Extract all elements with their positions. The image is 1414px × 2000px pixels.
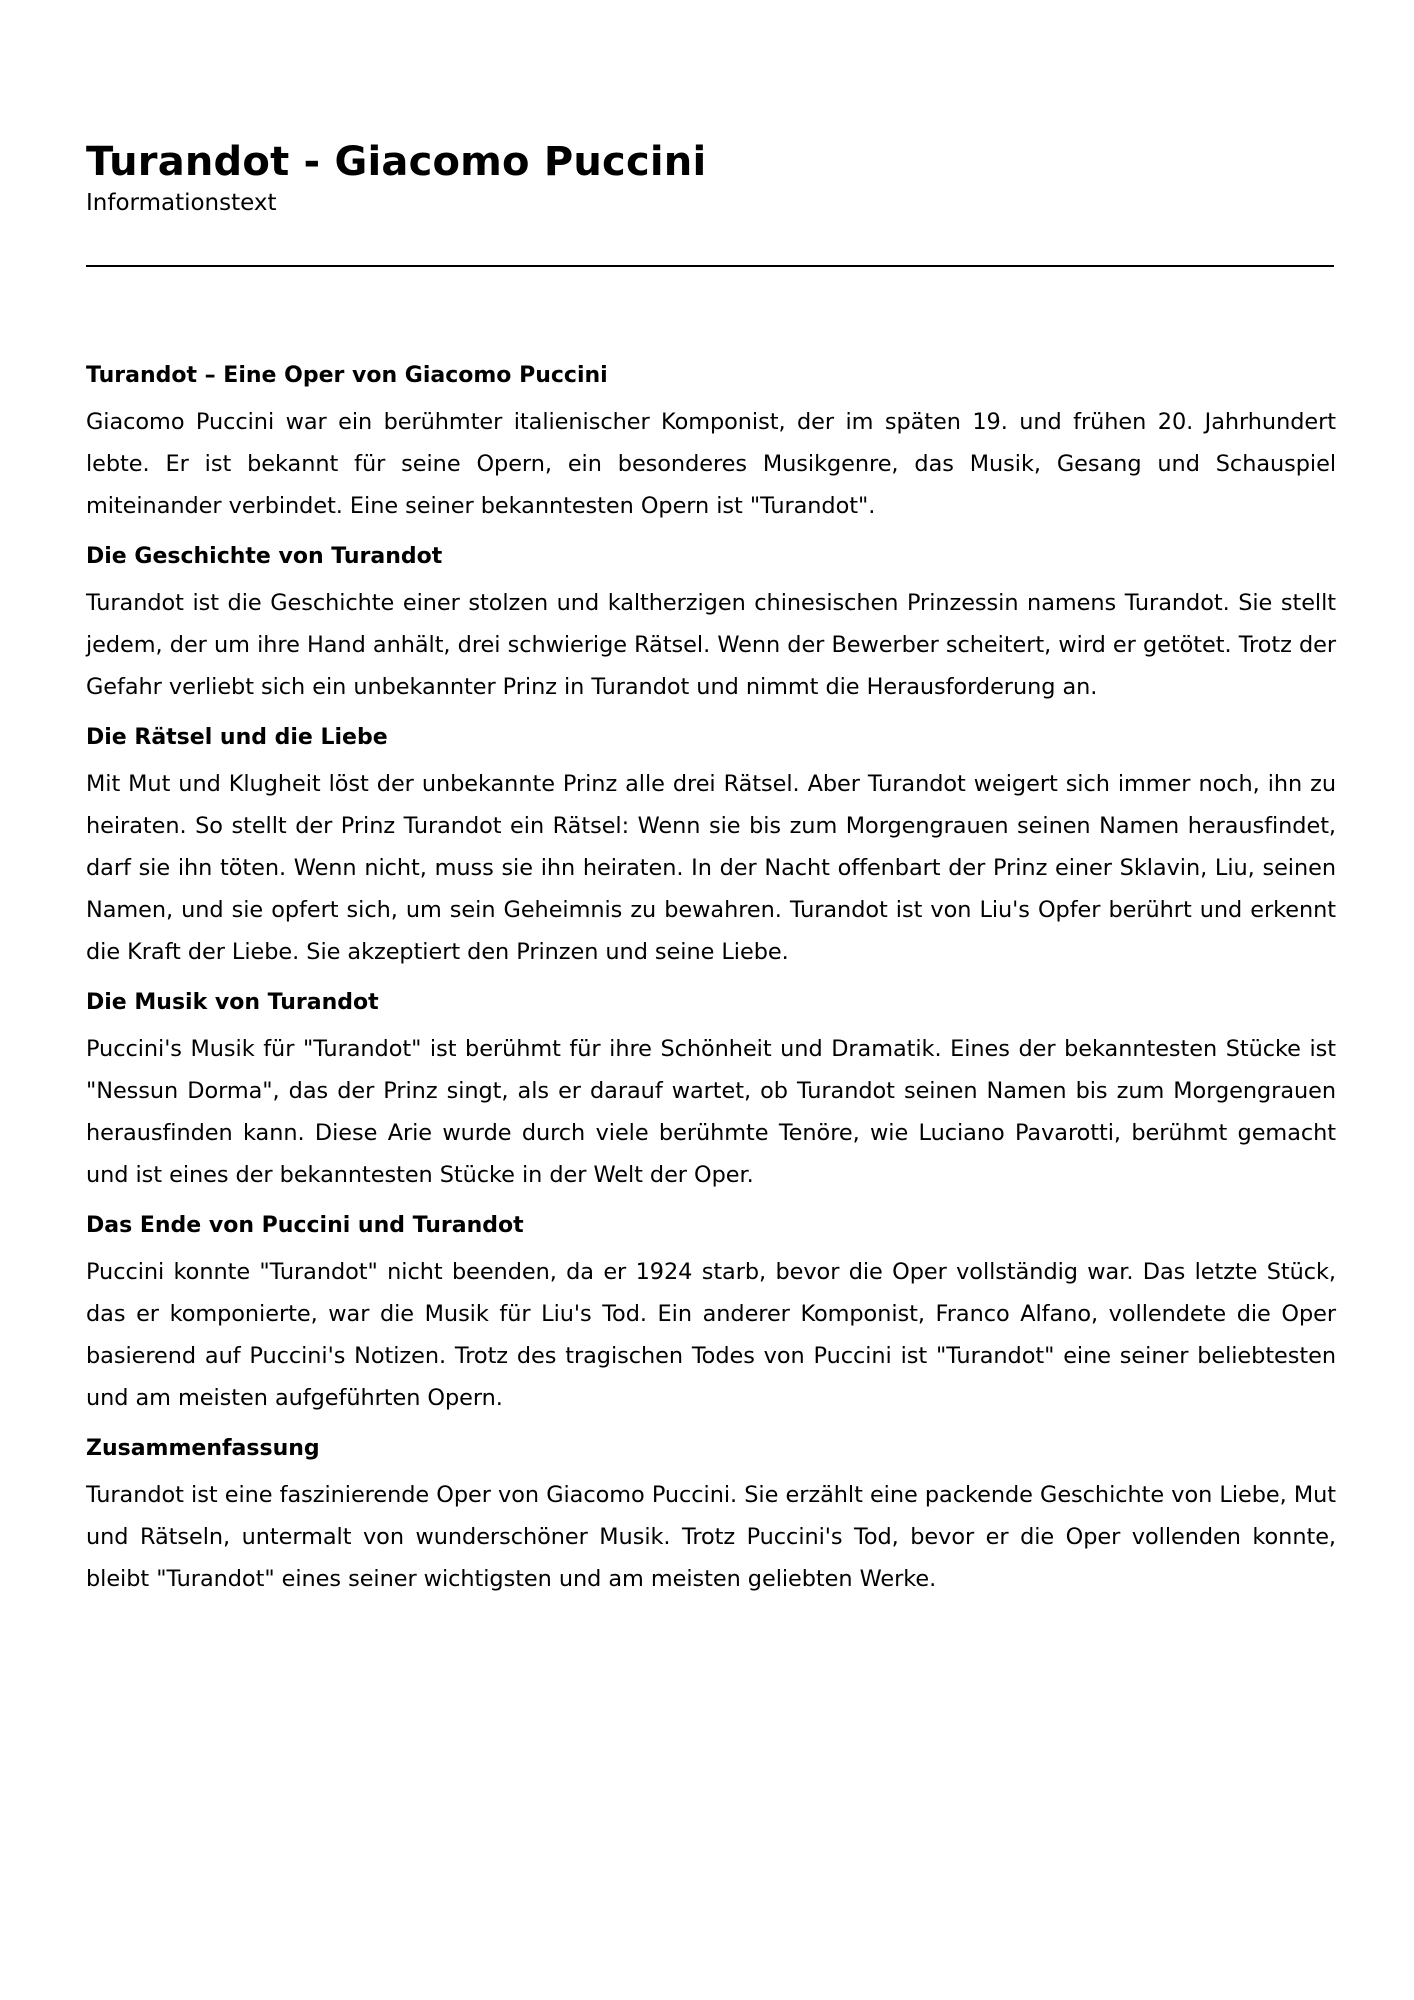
section-heading: Turandot – Eine Oper von Giacomo Puccini (86, 363, 608, 388)
section-heading: Die Rätsel und die Liebe (86, 725, 388, 750)
section-heading: Die Musik von Turandot (86, 990, 379, 1015)
section-paragraph: Turandot ist eine faszinierende Oper von Giacomo Puccini. Sie erzählt eine packende Geschichte von Liebe, Mut und Rätseln, untermalt von wunderschöner Musik. Trotz Puccini's Tod, bevor er die Oper vollenden konnte, bleibt "Turandot" eines seiner wichtigsten und am meisten geliebten Werke. (86, 1482, 1336, 1592)
section-paragraph: Puccini konnte "Turandot" nicht beenden, da er 1924 starb, bevor die Oper vollständig war. Das letzte Stück, das er komponierte, war die Musik für Liu's Tod. Ein anderer Komponist, Franco Alfano, vollendete die Oper basierend auf Puccini's Notizen. Trotz des tragischen Todes von Puccini ist "Turandot" eine seiner beliebtesten und am meisten aufgeführten Opern. (86, 1259, 1336, 1411)
section-paragraph: Giacomo Puccini war ein berühmter italienischer Komponist, der im späten 19. und frühen 20. Jahrhundert lebte. Er ist bekannt für seine Opern, ein besonderes Musikgenre, das Musik, Gesang und Schauspiel miteinander verbindet. Eine seiner bekanntesten Opern ist "Turandot". (86, 409, 1336, 519)
document-title: Turandot - Giacomo Puccini (86, 139, 707, 185)
section-intro (86, 361, 1336, 527)
section-paragraph: Mit Mut und Klugheit löst der unbekannte Prinz alle drei Rätsel. Aber Turandot weigert sich immer noch, ihn zu heiraten. So stellt der Prinz Turandot ein Rätsel: Wenn sie bis zum Morgengrauen seinen Namen herausfindet, darf sie ihn töten. Wenn nicht, muss sie ihn heiraten. In der Nacht offenbart der Prinz einer Sklavin, Liu, seinen Namen, und sie opfert sich, um sein Geheimnis zu bewahren. Turandot ist von Liu's Opfer berührt und erkennt die Kraft der Liebe. Sie akzeptiert den Prinzen und seine Liebe. (86, 771, 1336, 965)
section-paragraph: Puccini's Musik für "Turandot" ist berühmt für ihre Schönheit und Dramatik. Eines der bekanntesten Stücke ist "Nessun Dorma", das der Prinz singt, als er darauf wartet, ob Turandot seinen Namen bis zum Morgengrauen herausfinden kann. Diese Arie wurde durch viele berühmte Tenöre, wie Luciano Pavarotti, berühmt gemacht und ist eines der bekanntesten Stücke in der Welt der Oper. (86, 1036, 1336, 1188)
section-summary (86, 1434, 1336, 1600)
section-story (86, 542, 1336, 708)
section-heading: Die Geschichte von Turandot (86, 544, 443, 569)
section-paragraph: Turandot ist die Geschichte einer stolzen und kaltherzigen chinesischen Prinzessin namens Turandot. Sie stellt jedem, der um ihre Hand anhält, drei schwierige Rätsel. Wenn der Bewerber scheitert, wird er getötet. Trotz der Gefahr verliebt sich ein unbekannter Prinz in Turandot und nimmt die Herausforderung an. (86, 590, 1336, 700)
document-page (86, 138, 1336, 1615)
document-content (86, 361, 1336, 1600)
section-riddles (86, 723, 1336, 973)
section-heading: Das Ende von Puccini und Turandot (86, 1213, 524, 1238)
section-ending (86, 1211, 1336, 1419)
header-divider (86, 265, 1334, 267)
document-subtitle: Informationstext (86, 190, 277, 216)
section-heading: Zusammenfassung (86, 1436, 320, 1461)
section-music (86, 988, 1336, 1196)
